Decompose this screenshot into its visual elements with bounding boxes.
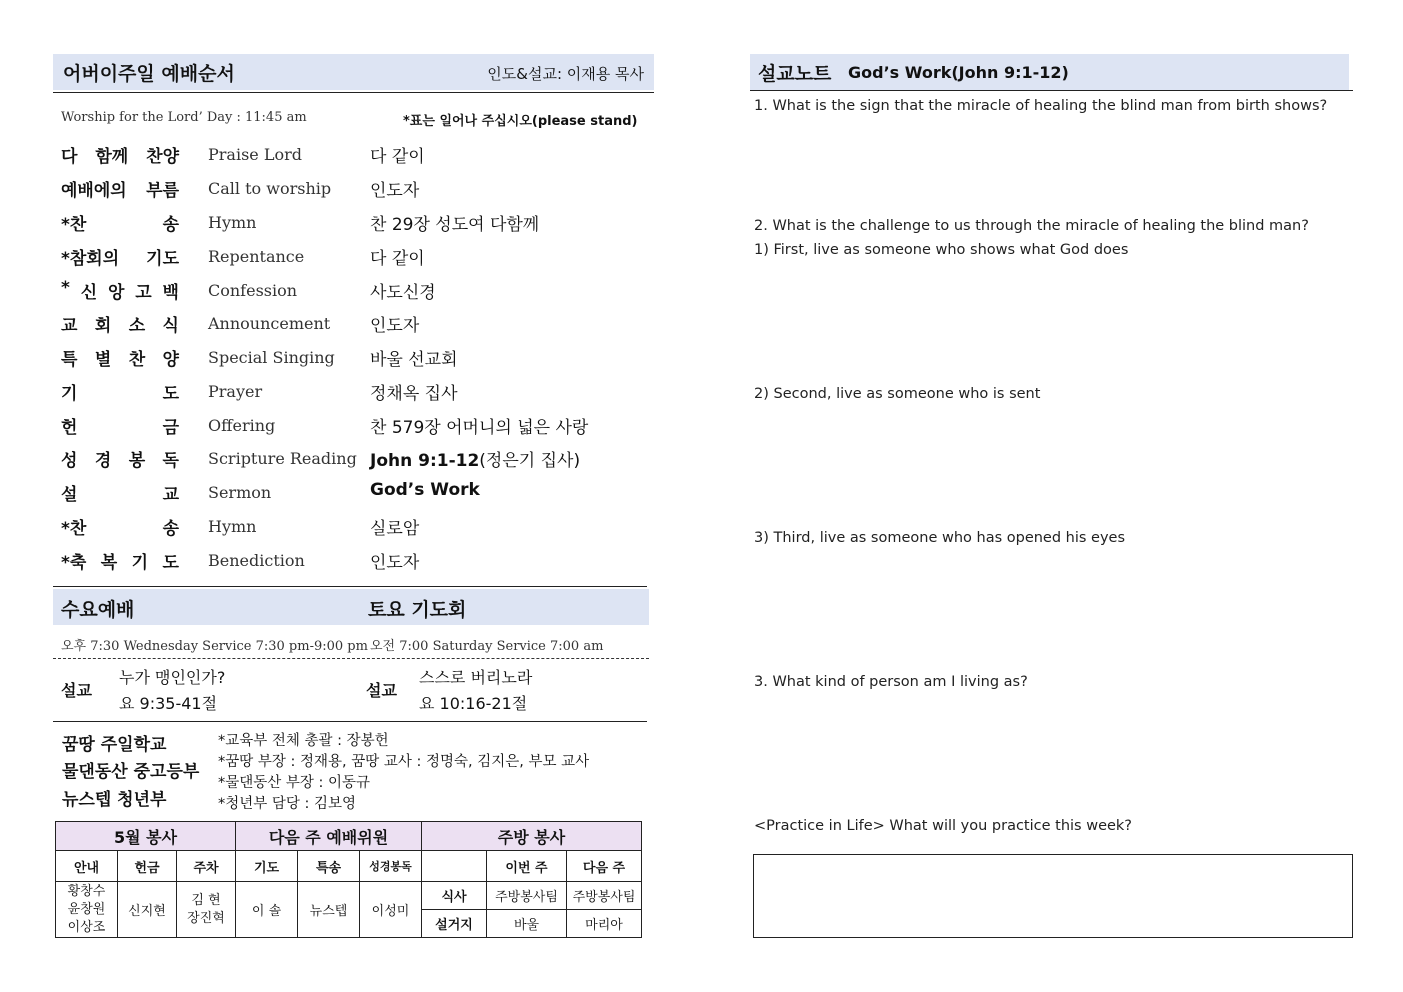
- scripture-reader: (정은기 집사): [479, 451, 581, 471]
- order-row: [61, 345, 651, 375]
- duty-header: 주방 봉사: [422, 822, 642, 851]
- order-row: [61, 446, 651, 476]
- order-item-by: 찬 29장 성도여 다함께: [370, 215, 540, 235]
- kitchen-label: 설거지: [422, 910, 487, 938]
- order-item-ko: *축 복 기 도: [61, 553, 179, 573]
- edu-note: *교육부 전체 총괄 : 장봉헌: [218, 733, 389, 749]
- duty-subheader: 성경봉독: [360, 851, 422, 882]
- order-item-by: 찬 579장 어머니의 넓은 사랑: [370, 418, 589, 438]
- order-item-ko: *찬 송: [61, 215, 179, 235]
- kitchen-label: 식사: [422, 882, 487, 910]
- prayer-name: 이 솔: [236, 882, 298, 938]
- order-item-en: Special Singing: [208, 348, 335, 367]
- order-item-ko: 설 교: [61, 485, 179, 505]
- question: 1) First, live as someone who shows what God does: [754, 242, 1129, 258]
- order-row: [61, 480, 651, 510]
- order-item-en: Sermon: [208, 483, 272, 502]
- order-item-by: 인도자: [370, 181, 420, 201]
- order-item-en: Prayer: [208, 382, 263, 401]
- special-name: 뉴스텝: [298, 882, 360, 938]
- question: 3. What kind of person am I living as?: [754, 674, 1028, 690]
- order-row: [61, 278, 651, 308]
- order-row: [61, 413, 651, 443]
- divider: [53, 586, 647, 587]
- saturday-time: 오전 7:00 Saturday Service 7:00 am: [370, 639, 604, 654]
- divider: [53, 92, 654, 93]
- order-row: [61, 379, 651, 409]
- wednesday-time: 오후 7:30 Wednesday Service 7:30 pm-9:00 pm: [61, 639, 368, 654]
- order-row: [61, 311, 651, 341]
- duty-subheader: 기도: [236, 851, 298, 882]
- guide-names: 황창수 윤창원 이상조: [56, 882, 118, 938]
- kitchen-next-week: 마리아: [567, 910, 642, 938]
- order-row: [61, 548, 651, 578]
- order-item-by: 인도자: [370, 316, 420, 336]
- duty-header: 5월 봉사: [56, 822, 236, 851]
- duty-header: 다음 주 예배위원: [236, 822, 422, 851]
- stand-note: *표는 일어나 주십시오(please stand): [403, 114, 638, 129]
- edu-group: 뉴스텝 청년부: [62, 790, 167, 810]
- order-item-ko: 교 회 소 식: [61, 316, 179, 336]
- order-item-ko: *찬 송: [61, 519, 179, 539]
- kitchen-this-week: 바울: [487, 910, 567, 938]
- duty-subheader: 헌금: [118, 851, 177, 882]
- order-item-by: 실로암: [370, 519, 420, 539]
- scripture-ref: John 9:1-12: [370, 451, 480, 471]
- duty-subheader: 다음 주: [567, 851, 642, 882]
- wednesday-sermon-label: 설교: [61, 681, 92, 700]
- saturday-sermon-label: 설교: [366, 681, 397, 700]
- order-item-ko: 다 함께 찬양: [61, 147, 179, 167]
- order-item-en: Scripture Reading: [208, 449, 357, 468]
- question: 2) Second, live as someone who is sent: [754, 386, 1041, 402]
- order-item-en: Call to worship: [208, 179, 332, 198]
- order-item-by: 바울 선교회: [370, 350, 458, 370]
- order-item-en: Hymn: [208, 517, 257, 536]
- order-item-en: Announcement: [208, 314, 331, 333]
- order-item-ko: * 신 앙 고 백: [61, 278, 179, 303]
- parking-names: 김 현 장진혁: [177, 882, 236, 938]
- page-title: 어버이주일 예배순서: [63, 63, 235, 85]
- order-item-ko: *참회의 기도: [61, 249, 179, 269]
- order-item-en: Repentance: [208, 247, 305, 266]
- edu-note: *물댄동산 부장 : 이동규: [218, 775, 371, 791]
- order-item-en: Benediction: [208, 551, 305, 570]
- order-item-by: 인도자: [370, 553, 420, 573]
- wednesday-sermon-title: 누가 맹인인가?: [119, 668, 226, 687]
- duty-subheader: 특송: [298, 851, 360, 882]
- practice-answer-box: [753, 854, 1353, 938]
- divider: [53, 721, 647, 722]
- sermon-note-title: 설교노트: [758, 63, 832, 85]
- order-item-by: 사도신경: [370, 283, 436, 303]
- kitchen-next-week: 주방봉사팀: [567, 882, 642, 910]
- order-title-bar: [53, 54, 654, 90]
- order-item-ko: 예배에의 부름: [61, 181, 179, 201]
- question: 2. What is the challenge to us through the miracle of healing the blind man?: [754, 218, 1309, 234]
- order-row: [61, 244, 651, 274]
- edu-note: *꿈땅 부장 : 정재용, 꿈땅 교사 : 정명숙, 김지은, 부모 교사: [218, 754, 590, 770]
- wednesday-title: 수요예배: [61, 599, 135, 621]
- order-row: [61, 176, 651, 206]
- order-row: [61, 514, 651, 544]
- duty-subheader: 이번 주: [487, 851, 567, 882]
- order-item-ko: 기 도: [61, 384, 179, 404]
- order-item-ko: 성 경 봉 독: [61, 451, 179, 471]
- order-item-en: Confession: [208, 281, 298, 300]
- duty-subheader: 주차: [177, 851, 236, 882]
- duty-subheader: [422, 851, 487, 882]
- edu-note: *청년부 담당 : 김보영: [218, 796, 357, 812]
- divider: [750, 90, 1353, 91]
- kitchen-this-week: 주방봉사팀: [487, 882, 567, 910]
- order-row: [61, 210, 651, 240]
- wednesday-sermon-verse: 요 9:35-41절: [119, 694, 218, 713]
- order-item-by: 다 같이: [370, 147, 425, 167]
- sermon-note-subtitle: God’s Work(John 9:1-12): [848, 63, 1069, 82]
- reading-name: 이성미: [360, 882, 422, 938]
- order-item-by: 다 같이: [370, 249, 425, 269]
- saturday-sermon-title: 스스로 버리노라: [419, 668, 533, 687]
- question: 1. What is the sign that the miracle of healing the blind man from birth shows?: [754, 98, 1328, 114]
- edu-group: 물댄동산 중고등부: [62, 762, 200, 782]
- practice-prompt: <Practice in Life> What will you practice this week?: [754, 818, 1133, 834]
- order-item-en: Hymn: [208, 213, 257, 232]
- order-item-en: Praise Lord: [208, 145, 302, 164]
- duty-table: [55, 821, 642, 938]
- worship-time: Worship for the Lord’ Day : 11:45 am: [61, 110, 307, 125]
- order-item-ko: 특 별 찬 양: [61, 350, 179, 370]
- sermon-note-bar: [750, 54, 1349, 90]
- sermon-title: God’s Work: [370, 480, 480, 500]
- order-row: [61, 142, 651, 172]
- weekday-services-bar: [53, 589, 649, 625]
- question: 3) Third, live as someone who has opened his eyes: [754, 530, 1126, 546]
- saturday-title: 토요 기도회: [368, 599, 467, 621]
- dotted-divider: [53, 658, 649, 659]
- order-item-ko: 헌 금: [61, 418, 179, 438]
- edu-group: 꿈땅 주일학교: [62, 735, 167, 755]
- order-item-en: Offering: [208, 416, 276, 435]
- offering-name: 신지현: [118, 882, 177, 938]
- order-item-by: [370, 446, 580, 471]
- duty-subheader: 안내: [56, 851, 118, 882]
- order-item-by: 정채옥 집사: [370, 384, 458, 404]
- preacher-label: 인도&설교: 이재용 목사: [487, 65, 644, 83]
- saturday-sermon-verse: 요 10:16-21절: [419, 694, 528, 713]
